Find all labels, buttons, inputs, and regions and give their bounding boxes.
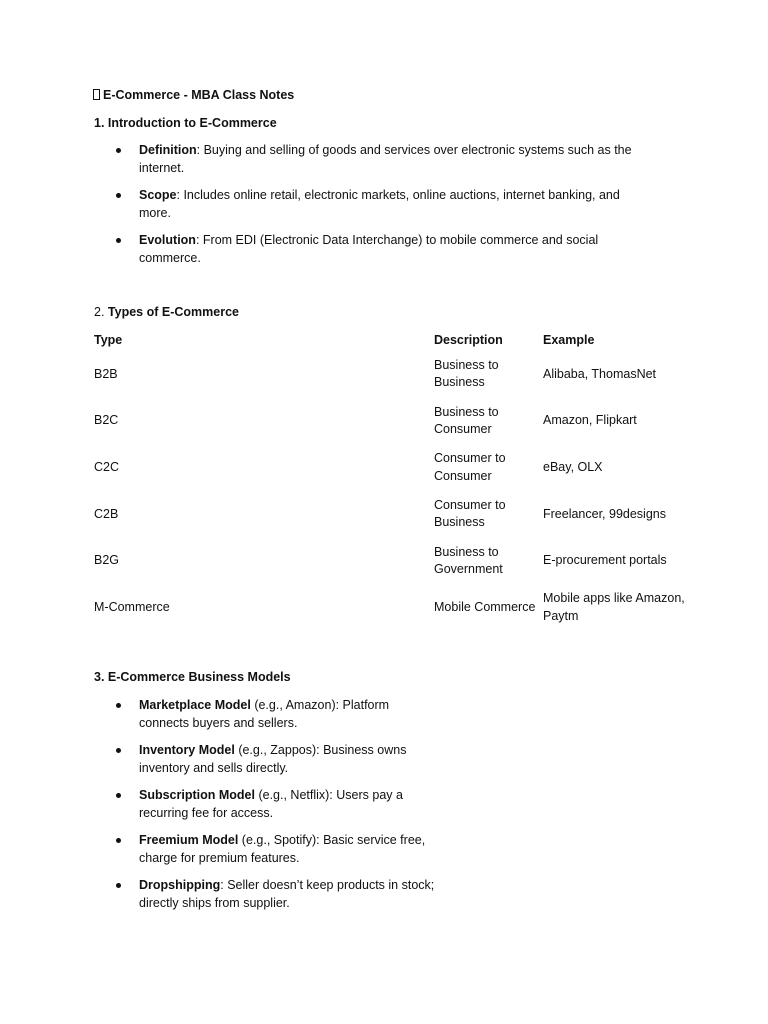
section-1-heading: 1. Introduction to E-Commerce [94, 116, 277, 130]
bullet-term: Scope [139, 188, 177, 202]
cell-description: Consumer to Business [434, 497, 506, 530]
bullet-text: (e.g., Zappos): Business owns inventory and sells directly. [139, 743, 407, 775]
cell-example: Amazon, Flipkart [543, 413, 637, 428]
table-header-row [94, 331, 694, 351]
cell-type: C2C [94, 459, 120, 474]
document-title-text: E-Commerce - MBA Class Notes [103, 88, 295, 102]
table-row [94, 398, 694, 445]
table-row [94, 538, 694, 585]
cell-type: B2B [94, 366, 118, 381]
cell-description: Business to Government [434, 544, 503, 577]
bullet-term: Inventory Model [139, 743, 235, 757]
document-title [93, 88, 294, 102]
bullet-term: Freemium Model [139, 833, 239, 847]
section-2-title: Types of E-Commerce [107, 305, 239, 319]
bullet-term: Subscription Model [139, 788, 255, 802]
bullet-text: (e.g., Amazon): Platform connects buyers and sellers. [139, 698, 390, 730]
bullet-text: : From EDI (Electronic Data Interchange) to mobile commerce and social commerce. [139, 233, 599, 265]
list-item [94, 742, 439, 777]
cell-description: Business to Consumer [434, 404, 499, 437]
table-row [94, 351, 694, 398]
bullet-term: Evolution [139, 233, 196, 247]
column-header-description: Description [434, 333, 503, 348]
section-2-heading [94, 305, 239, 319]
table-row [94, 444, 694, 491]
cell-description: Business to Business [434, 357, 499, 390]
list-item [94, 232, 654, 267]
cell-type: M-Commerce [94, 600, 170, 615]
cell-type: B2C [94, 413, 119, 428]
list-item [94, 142, 654, 177]
list-item [94, 187, 654, 222]
list-item [94, 877, 439, 912]
bullet-term: Dropshipping [139, 878, 221, 892]
section-1-list [94, 142, 654, 267]
cell-type: B2G [94, 553, 120, 568]
section-3-heading: 3. E-Commerce Business Models [94, 670, 291, 684]
list-item [94, 832, 439, 867]
column-header-example: Example [543, 333, 595, 348]
list-item [94, 697, 439, 732]
bullet-term: Marketplace Model [139, 698, 251, 712]
cell-description: Mobile Commerce [434, 600, 536, 615]
cell-description: Consumer to Consumer [434, 451, 506, 483]
types-table [94, 331, 694, 631]
column-header-type: Type [94, 333, 123, 348]
list-item [94, 787, 439, 822]
section-2-number: 2. [94, 305, 105, 319]
table-row [94, 584, 694, 631]
bullet-text: : Includes online retail, electronic markets, online auctions, internet banking, and more. [139, 188, 620, 220]
cell-example: Freelancer, 99designs [543, 506, 666, 521]
cell-type: C2B [94, 506, 119, 521]
section-3-list [94, 697, 439, 912]
missing-glyph-icon [93, 89, 100, 100]
cell-example: E-procurement portals [543, 553, 667, 568]
bullet-text: (e.g., Spotify): Basic service free, charge for premium features. [139, 833, 426, 865]
bullet-text: : Seller doesn’t keep products in stock; directly ships from supplier. [139, 878, 435, 910]
table-row [94, 491, 694, 538]
cell-example: eBay, OLX [543, 459, 603, 474]
bullet-text: (e.g., Netflix): Users pay a recurring fee for access. [139, 788, 403, 820]
bullet-text: : Buying and selling of goods and services over electronic systems such as the internet. [139, 143, 632, 175]
bullet-term: Definition [139, 143, 197, 157]
cell-example: Mobile apps like Amazon, Paytm [543, 591, 685, 623]
cell-example: Alibaba, ThomasNet [543, 366, 657, 381]
